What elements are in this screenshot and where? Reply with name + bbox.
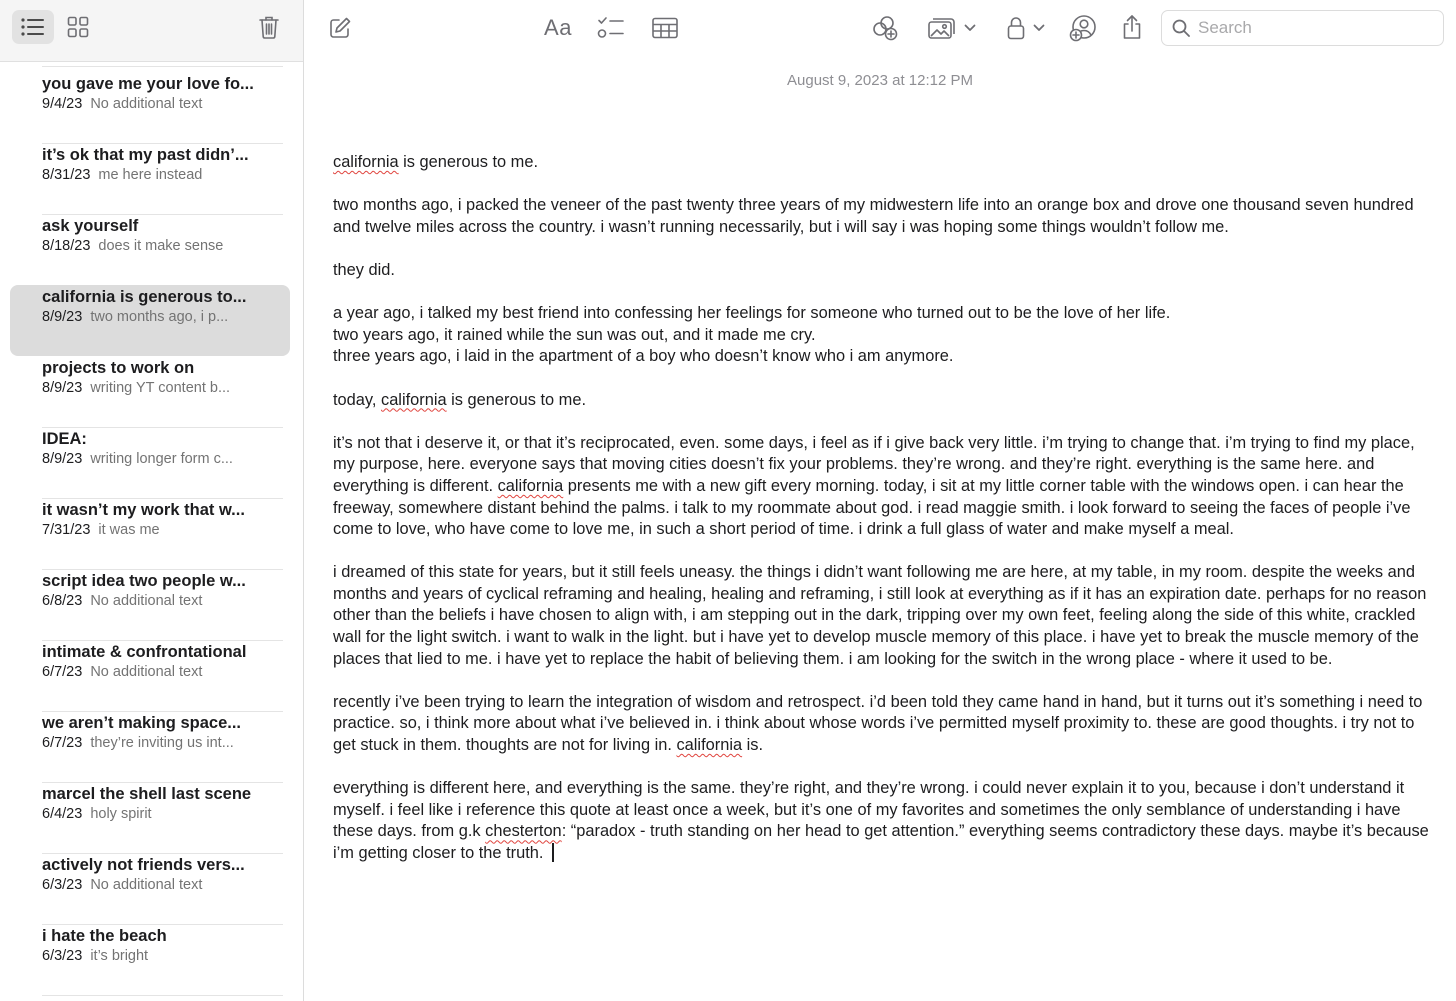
- note-meta: [42, 96, 274, 112]
- note-date: 6/4/23: [42, 806, 83, 822]
- note-date: 6/7/23: [42, 664, 83, 680]
- note-meta: [42, 735, 274, 751]
- note-paragraph: [333, 325, 1436, 347]
- note-list-item[interactable]: [10, 143, 290, 214]
- note-date: 8/9/23: [42, 451, 83, 467]
- note-meta: [42, 948, 274, 964]
- list-view-button[interactable]: [12, 10, 54, 44]
- note-list-item[interactable]: [10, 853, 290, 924]
- note-date: 8/18/23: [42, 238, 91, 254]
- text-run: is generous to me.: [446, 390, 587, 409]
- note-body[interactable]: [333, 152, 1436, 886]
- note-preview: they’re inviting us int...: [90, 735, 234, 751]
- note-date: 8/9/23: [42, 380, 83, 396]
- note-meta: [42, 664, 274, 680]
- note-title: it wasn’t my work that w...: [42, 501, 245, 519]
- text-run: presents me with a new gift every morning. today, i sit at my little corner table with the windows open. i can hear the freeway, somewhere distant behind the palms. i talk to my roommate about god. i read maggie smith. i look forward to seeing the faces of people i’ve come to love, who have come to love me, in such a short period of time. i drink a full glass of water and make myself a meal.: [333, 476, 1411, 539]
- checklist-button[interactable]: [594, 12, 628, 44]
- note-title: projects to work on: [42, 359, 195, 377]
- list-divider: [42, 66, 283, 67]
- note-date: 6/3/23: [42, 877, 83, 893]
- list-divider: [42, 995, 283, 996]
- text-run: a year ago, i talked my best friend into confessing her feelings for someone who turned out to be the love of her life.: [333, 304, 1171, 323]
- note-title: marcel the shell last scene: [42, 785, 252, 803]
- note-title: ask yourself: [42, 217, 139, 235]
- note-title: actively not friends vers...: [42, 856, 245, 874]
- note-list-item[interactable]: [10, 640, 290, 711]
- share-people-button[interactable]: [1066, 12, 1100, 44]
- misspelled-word: california: [676, 736, 743, 755]
- note-list-item[interactable]: [10, 782, 290, 853]
- note-preview: No additional text: [90, 877, 203, 893]
- search-icon: [1172, 19, 1190, 37]
- note-list-item[interactable]: [10, 711, 290, 782]
- format-button[interactable]: [540, 12, 576, 44]
- misspelled-word: california: [381, 390, 447, 409]
- text-run: everything is different here, and everything is the same. they’re right, and they’re wrong. i could never explain it to you, because i don’t understand it myself. i feel like i reference this quote at least once a week, but it’s one of my favorites and sometimes the only semblance of understanding i have these days. from g.k: [333, 779, 1405, 841]
- note-list-item[interactable]: [10, 569, 290, 640]
- note-preview: holy spirit: [90, 806, 152, 822]
- note-date: 6/8/23: [42, 593, 83, 609]
- text-run: they did.: [333, 260, 395, 279]
- note-meta: [42, 877, 274, 893]
- note-paragraph: [333, 303, 1436, 325]
- note-title: intimate & confrontational: [42, 643, 247, 661]
- text-cursor: [552, 843, 554, 862]
- text-format-icon: Aa: [544, 15, 572, 40]
- text-run: is.: [742, 736, 764, 755]
- share-icon: [1121, 14, 1143, 40]
- search-field[interactable]: [1161, 10, 1444, 46]
- note-editor[interactable]: [304, 56, 1456, 1001]
- compose-icon: [328, 16, 352, 40]
- note-date: 6/3/23: [42, 948, 83, 964]
- text-run: it’s not that i deserve it, or that it’s reciprocated, even. some days, i feel as if i give back very little. i’m trying to change that. i’m trying to find my place, my purpose, here. everyone says that moving cities doesn’t fix your problems. they’re wrong. and they’re right. everything is the same here. and everything is different.: [333, 433, 1415, 495]
- note-title: it’s ok that my past didn’...: [42, 146, 249, 164]
- note-preview: writing longer form c...: [90, 451, 233, 467]
- gallery-view-button[interactable]: [60, 10, 96, 44]
- text-run: recently i’ve been trying to learn the integration of wisdom and retrospect. i’d been told they came hand in hand, but it turns out it’s something i need to practice. so, i think more about what i’ve believed in. i think about whose words i’ve permitted myself proximity to. these are good thoughts. i try not to get stuck in them. thoughts are not for living in.: [333, 692, 1423, 755]
- text-run: today,: [333, 390, 381, 409]
- note-meta: [42, 380, 274, 396]
- text-run: two years ago, it rained while the sun was out, and it made me cry.: [333, 325, 816, 344]
- note-timestamp: August 9, 2023 at 12:12 PM: [787, 72, 973, 89]
- note-paragraph: [333, 152, 1436, 174]
- note-date: 8/31/23: [42, 167, 91, 183]
- lock-icon: [1007, 16, 1025, 40]
- text-run: two months ago, i packed the veneer of the past twenty three years of my midwestern life into an orange box and drove one thousand seven hundred and twelve miles across the country. i wasn’t running necessarily, but i will say i was hoping some things wouldn’t follow me.: [333, 196, 1414, 236]
- misspelled-word: california: [497, 476, 564, 495]
- note-paragraph: [333, 692, 1436, 757]
- note-paragraph: [333, 778, 1436, 864]
- sidebar: [0, 0, 304, 1001]
- note-paragraph: [333, 346, 1436, 368]
- note-date: 7/31/23: [42, 522, 91, 538]
- note-paragraph: [333, 562, 1436, 670]
- note-preview: No additional text: [90, 593, 203, 609]
- table-button[interactable]: [648, 12, 682, 44]
- misspelled-word: california: [333, 153, 399, 171]
- text-run: : “paradox - truth standing on her head to get attention.” everything seems contradictory these days. maybe it’s because i’m getting closer to the truth.: [333, 822, 1429, 862]
- note-list-item[interactable]: [10, 427, 290, 498]
- editor-toolbar: [304, 0, 1456, 56]
- note-title: i hate the beach: [42, 927, 167, 945]
- search-input[interactable]: [1198, 17, 1433, 39]
- misspelled-word: chesterton: [485, 822, 562, 841]
- note-date: 9/4/23: [42, 96, 83, 112]
- table-icon: [652, 17, 678, 39]
- lock-note-button[interactable]: [1002, 12, 1050, 44]
- note-list-item[interactable]: [10, 356, 290, 427]
- note-list-item[interactable]: [10, 72, 290, 143]
- note-meta: [42, 167, 274, 183]
- note-meta: [42, 522, 274, 538]
- note-paragraph: [333, 260, 1436, 282]
- note-list-item[interactable]: [10, 924, 290, 995]
- note-title: we aren’t making space...: [42, 714, 241, 732]
- collaborate-button[interactable]: [868, 12, 902, 44]
- note-preview: it was me: [98, 522, 160, 538]
- note-title: you gave me your love fo...: [42, 75, 254, 93]
- note-preview: it’s bright: [90, 948, 149, 964]
- note-preview: writing YT content b...: [90, 380, 231, 396]
- notes-list: [0, 62, 303, 1001]
- note-meta: [42, 451, 274, 467]
- share-button[interactable]: [1116, 10, 1148, 44]
- note-date: 8/9/23: [42, 309, 83, 325]
- note-title: IDEA:: [42, 430, 87, 448]
- note-title: script idea two people w...: [42, 572, 246, 590]
- text-run: i dreamed of this state for years, but it still feels uneasy. the things i didn’t want following me are here, at my table, in my room. despite the weeks and months and years of cyclical reframing and healing, healing and reframing, i still look at everything as if it has an expiration date. perhaps for no reason other than the beliefs i have chosen to align with, i am stepping out in the dark, tripping over my own feet, feeling along the side of this white, crackled wall for the light switch. i want to walk in the light. but i have yet to develop muscle memory of this place. i have yet to break the muscle memory of the places that lied to me. i have yet to replace the habit of believing them. i am looking for the switch in the wrong place - where it used to be.: [333, 563, 1427, 668]
- text-run: three years ago, i laid in the apartment of a boy who doesn’t know who i am anymore.: [333, 347, 954, 366]
- note-paragraph: [333, 390, 1436, 412]
- list-view-icon: [21, 18, 45, 36]
- grid-view-icon: [67, 16, 89, 38]
- chevron-down-icon: [964, 24, 976, 32]
- sidebar-toolbar: [0, 0, 303, 62]
- note-meta: [42, 593, 274, 609]
- note-title: california is generous to...: [42, 288, 247, 306]
- text-run: is generous to me.: [398, 153, 539, 171]
- add-person-icon: [1069, 14, 1097, 42]
- note-preview: No additional text: [90, 96, 203, 112]
- note-preview: me here instead: [98, 167, 203, 183]
- link-share-icon: [871, 15, 899, 41]
- note-list-item[interactable]: [10, 498, 290, 569]
- note-meta: [42, 806, 274, 822]
- delete-note-button[interactable]: [251, 10, 287, 44]
- note-preview: two months ago, i p...: [90, 309, 229, 325]
- note-meta: [42, 309, 274, 325]
- note-paragraph: [333, 195, 1436, 238]
- new-note-button[interactable]: [324, 12, 356, 44]
- note-preview: No additional text: [90, 664, 203, 680]
- photo-icon: [928, 16, 956, 40]
- note-list-item-selected[interactable]: [10, 285, 290, 356]
- checklist-icon: [597, 16, 625, 40]
- note-preview: does it make sense: [98, 238, 224, 254]
- note-list-item[interactable]: [10, 214, 290, 285]
- note-paragraph: [333, 433, 1436, 541]
- note-date: 6/7/23: [42, 735, 83, 751]
- trash-icon: [259, 15, 279, 39]
- insert-media-button[interactable]: [924, 12, 980, 44]
- note-meta: [42, 238, 274, 254]
- chevron-down-icon: [1033, 24, 1045, 32]
